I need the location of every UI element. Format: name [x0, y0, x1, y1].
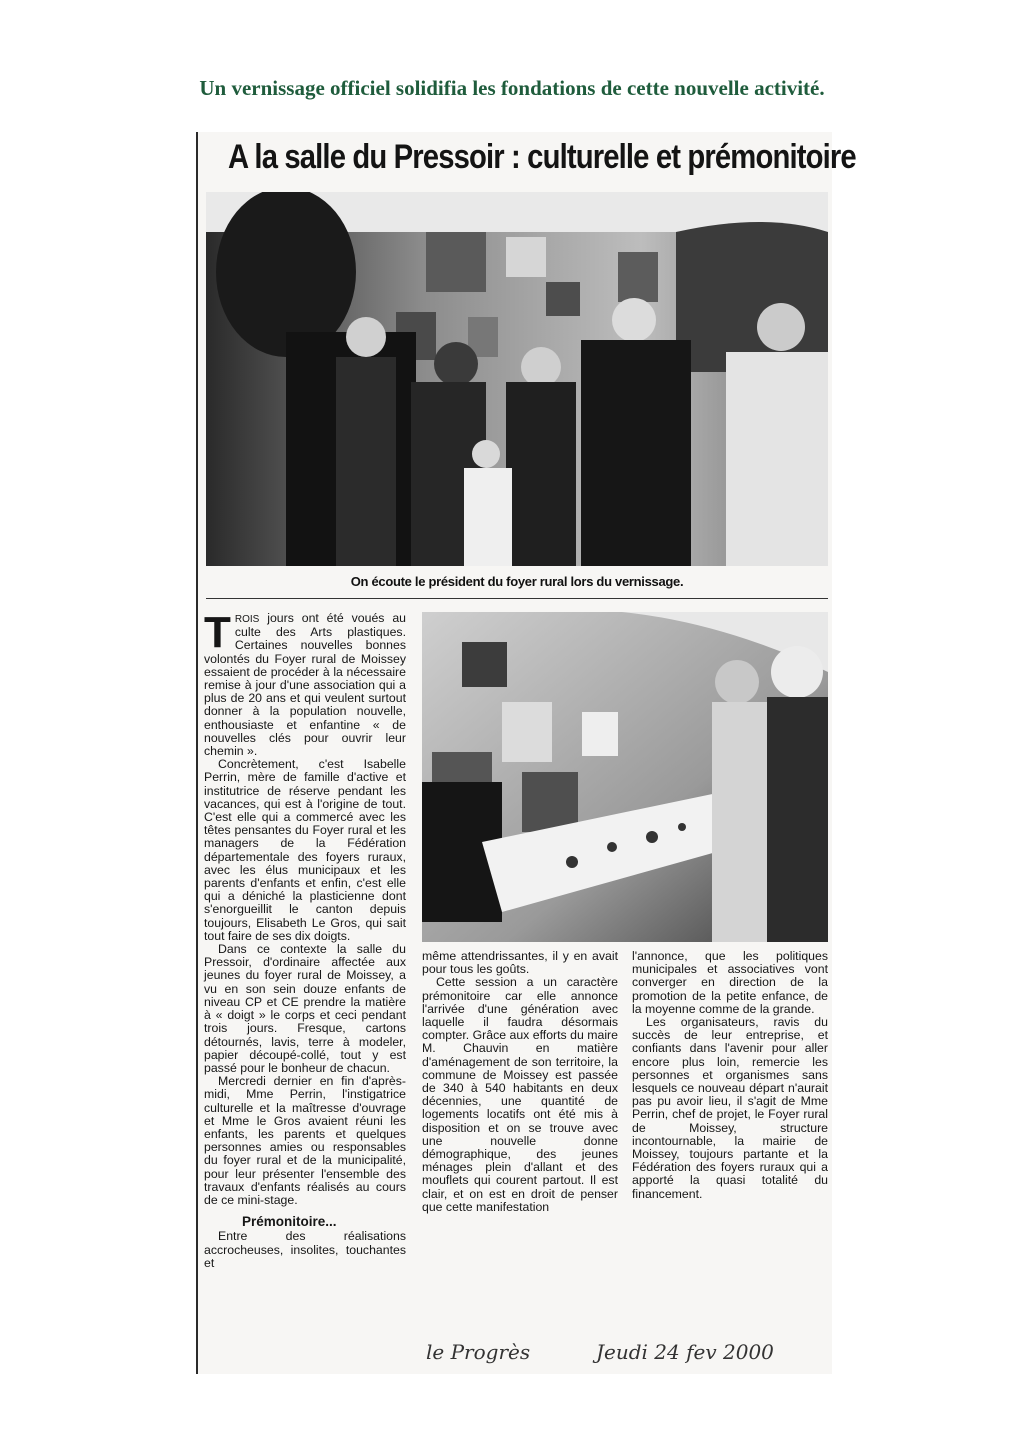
article-column-3 [632, 950, 828, 1201]
paragraph-1-text: jours ont été voués au culte des Arts plastiques. Certaines nouvelles bonnes volontés du Foyer rural de Moissey essaient de procéder à la nécessaire remise à jour d'une association qui a plus de 20 ans et qui veulent surtout donner à la population nouvelle, enthousiaste et enfantine « de nouvelles clés pour ouvrir leur chemin ». [204, 611, 406, 759]
clipping-left-rule [196, 132, 198, 1374]
handwritten-source: le Progrès [426, 1340, 531, 1364]
paragraph-7: Cette session a un caractère prémonitoire car elle annonce l'arrivée d'une génération avec laquelle il faudra désormais compter. Grâce aux efforts du maire M. Chauvin en matière d'aménagement de son territoire, la commune de Moissey est passée de 340 à 540 habitants en deux décennies, une quantité de logements locatifs ont été mis à disposition et on se trouve avec une nouvelle donne démographique, des jeunes ménages plein d'allant et des mouflets qui courent partout. Il est clair, et on est en droit de penser que cette manifestation [422, 975, 618, 1214]
article-subhead: Prémonitoire... [242, 1214, 337, 1230]
paragraph-3: Dans ce contexte la salle du Pressoir, d'ordinaire affectée aux jeunes du foyer rural de Moissey, a vu en son sein douze enfants de niveau CP et CE prendre la matière à « doigt » le corps et ceci pendant trois jours. Fresque, cartons détournés, lavis, terre à modeler, papier découpé-collé, tout y est passé pour le bonheur de chacun. [204, 942, 406, 1075]
handwritten-date: Jeudi 24 fev 2000 [596, 1340, 774, 1364]
paragraph-5: Entre des réalisations accrocheuses, insolites, touchantes et [204, 1229, 406, 1270]
article-column-2 [422, 950, 618, 1214]
paragraph-9: Les organisateurs, ravis du succès de leur entreprise, et confiants dans l'avenir pour aller encore plus loin, remercie les personnes et organismes sans lesquels ce nouveau départ n'aurait pas pu avoir lieu, il s'agit de Mme Perrin, chef de projet, le Foyer rural de Moissey, structure incontournable, la mairie de Moissey, toujours partante et la Fédération des foyers ruraux qui a apporté la quasi totalité du financement. [632, 1015, 828, 1201]
photo-caption: On écoute le président du foyer rural lors du vernissage. [350, 574, 684, 589]
article-headline: A la salle du Pressoir : culturelle et prémonitoire [228, 138, 856, 176]
page-caption: Un vernissage officiel solidifia les fondations de cette nouvelle activité. [199, 76, 825, 100]
artworks-table-photo [422, 612, 828, 942]
article-column-1 [204, 608, 406, 1270]
exhibition-crowd-photo [206, 192, 828, 566]
paragraph-6: même attendrissantes, il y en avait pour tous les goûts. [422, 949, 618, 977]
paragraph-2: Concrètement, c'est Isabelle Perrin, mère de famille d'active et institutrice de réserve pendant les vacances, qui est à l'origine de tout. C'est elle qui a commercé avec les têtes pensantes du Foyer rural et les managers de la Fédération départementale des foyers ruraux, avec les élus municipaux et les parents d'enfants et enfin, c'est elle qui a déniché la plasticienne dont s'enorgueillit le canton depuis toujours, Elisabeth Le Gros, qui sait tout faire de ses dix doigts. [204, 757, 406, 943]
paragraph-1 [204, 608, 406, 759]
paragraph-4: Mercredi dernier en fin d'après-midi, Mme Perrin, l'instigatrice culturelle et la maîtresse d'ouvrage et Mme le Gros avaient réuni les enfants, les parents et quelques personnes amies ou responsables du foyer rural et de la municipalité, pour leur présenter l'ensemble des travaux d'enfants réalisés au cours de ce mini-stage. [204, 1074, 406, 1207]
drop-cap: T [204, 608, 231, 657]
lead-smallcaps: ROIS [234, 614, 260, 625]
paragraph-8: l'annonce, que les politiques municipales et associatives vont converger en direction de la promotion de la petite enfance, de la moyenne comme de la grande. [632, 949, 828, 1016]
caption-rule [206, 598, 828, 599]
